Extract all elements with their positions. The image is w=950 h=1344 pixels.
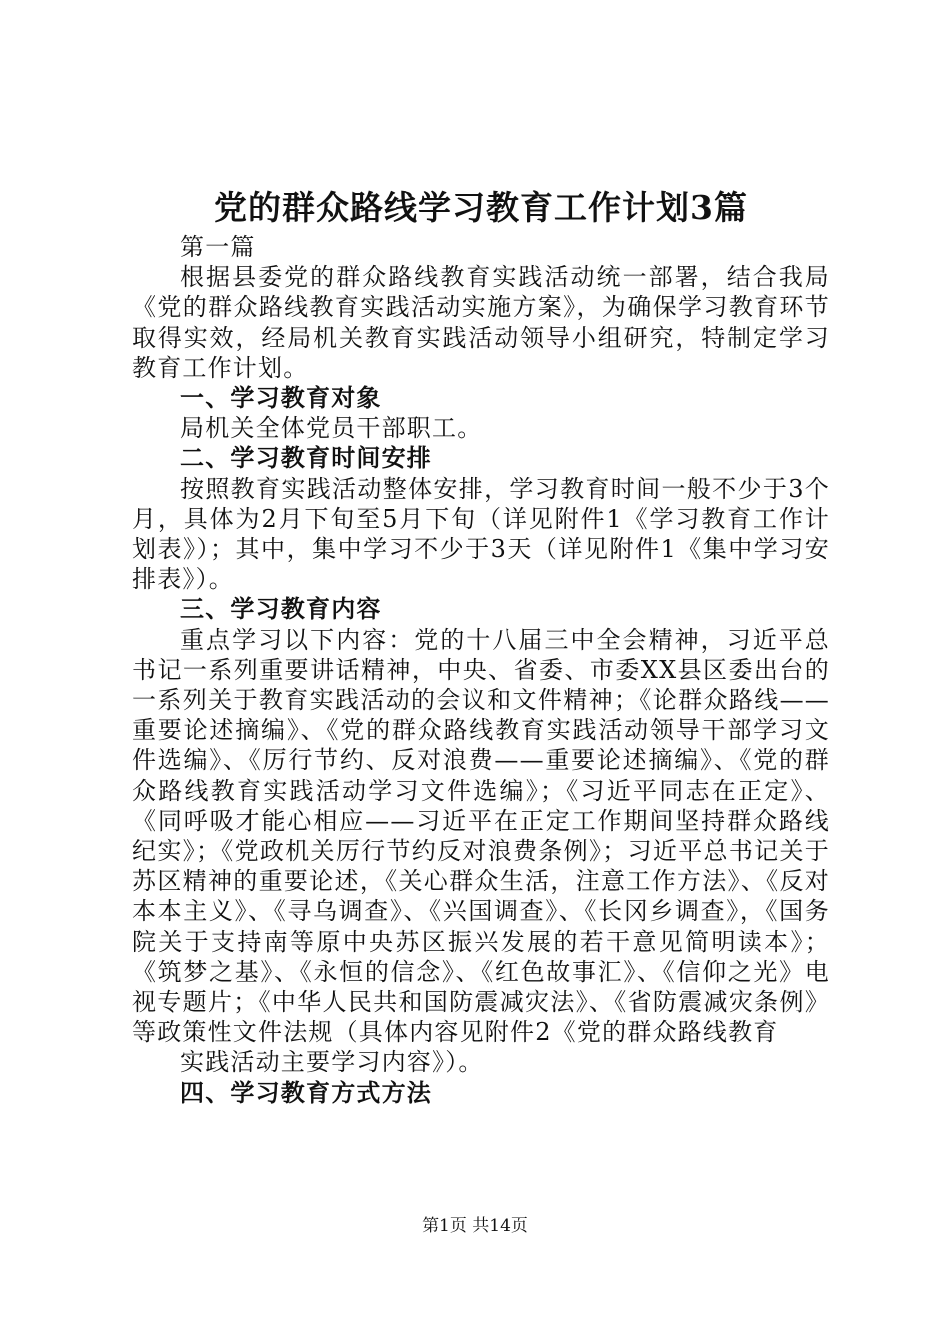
paragraph-schedule: 按照教育实践活动整体安排，学习教育时间一般不少于3个月，具体为2月下旬至5月下旬（详见附件1《学习教育工作计划表》）；其中，集中学习不少于3天（详见附件1《集中学习安排表》）。	[132, 474, 830, 594]
heading-1: 一、学习教育对象	[180, 383, 382, 413]
page-footer: 第1页 共14页	[422, 1216, 528, 1236]
document-title: 党的群众路线学习教育工作计划3篇	[214, 188, 748, 227]
paragraph-audience: 局机关全体党员干部职工。	[180, 414, 483, 443]
paragraph-intro: 根据县委党的群众路线教育实践活动统一部署，结合我局《党的群众路线教育实践活动实施方案》，为确保学习教育环节取得实效，经局机关教育实践活动领导小组研究，特制定学习教育工作计划。	[132, 263, 830, 382]
heading-3: 三、学习教育内容	[180, 594, 382, 624]
document-body	[132, 232, 830, 1108]
heading-2: 二、学习教育时间安排	[180, 443, 432, 473]
paragraph-content-continued: 实践活动主要学习内容》）。	[180, 1048, 484, 1077]
paragraph-section-label: 第一篇	[180, 233, 256, 261]
heading-4: 四、学习教育方式方法	[180, 1077, 432, 1107]
paragraph-content: 重点学习以下内容：党的十八届三中全会精神，习近平总书记一系列重要讲话精神，中央、省委、市委XX县区委出台的一系列关于教育实践活动的会议和文件精神；《论群众路线——重要论述摘编》、《党的群众路线教育实践活动领导干部学习文件选编》、《厉行节约、反对浪费——重要论述摘编》、《党的群众路线教育实践活动学习文件选编》；《习近平同志在正定》、《同呼吸才能心相应——习近平在正定工作期间坚持群众路线纪实》；《党政机关厉行节约反对浪费条例》；习近平总书记关于苏区精神的重要论述，《关心群众生活，注意工作方法》、《反对本本主义》、《寻乌调查》、《兴国调查》、《长冈乡调查》，《国务院关于支持南等原中央苏区振兴发展的若干意见简明读本》；《筑梦之基》、《永恒的信念》、《红色故事汇》、《信仰之光》电视专题片；《中华人民共和国防震减灾法》、《省防震减灾条例》等政策性文件法规（具体内容见附件2《党的群众路线教育	[132, 625, 830, 1047]
